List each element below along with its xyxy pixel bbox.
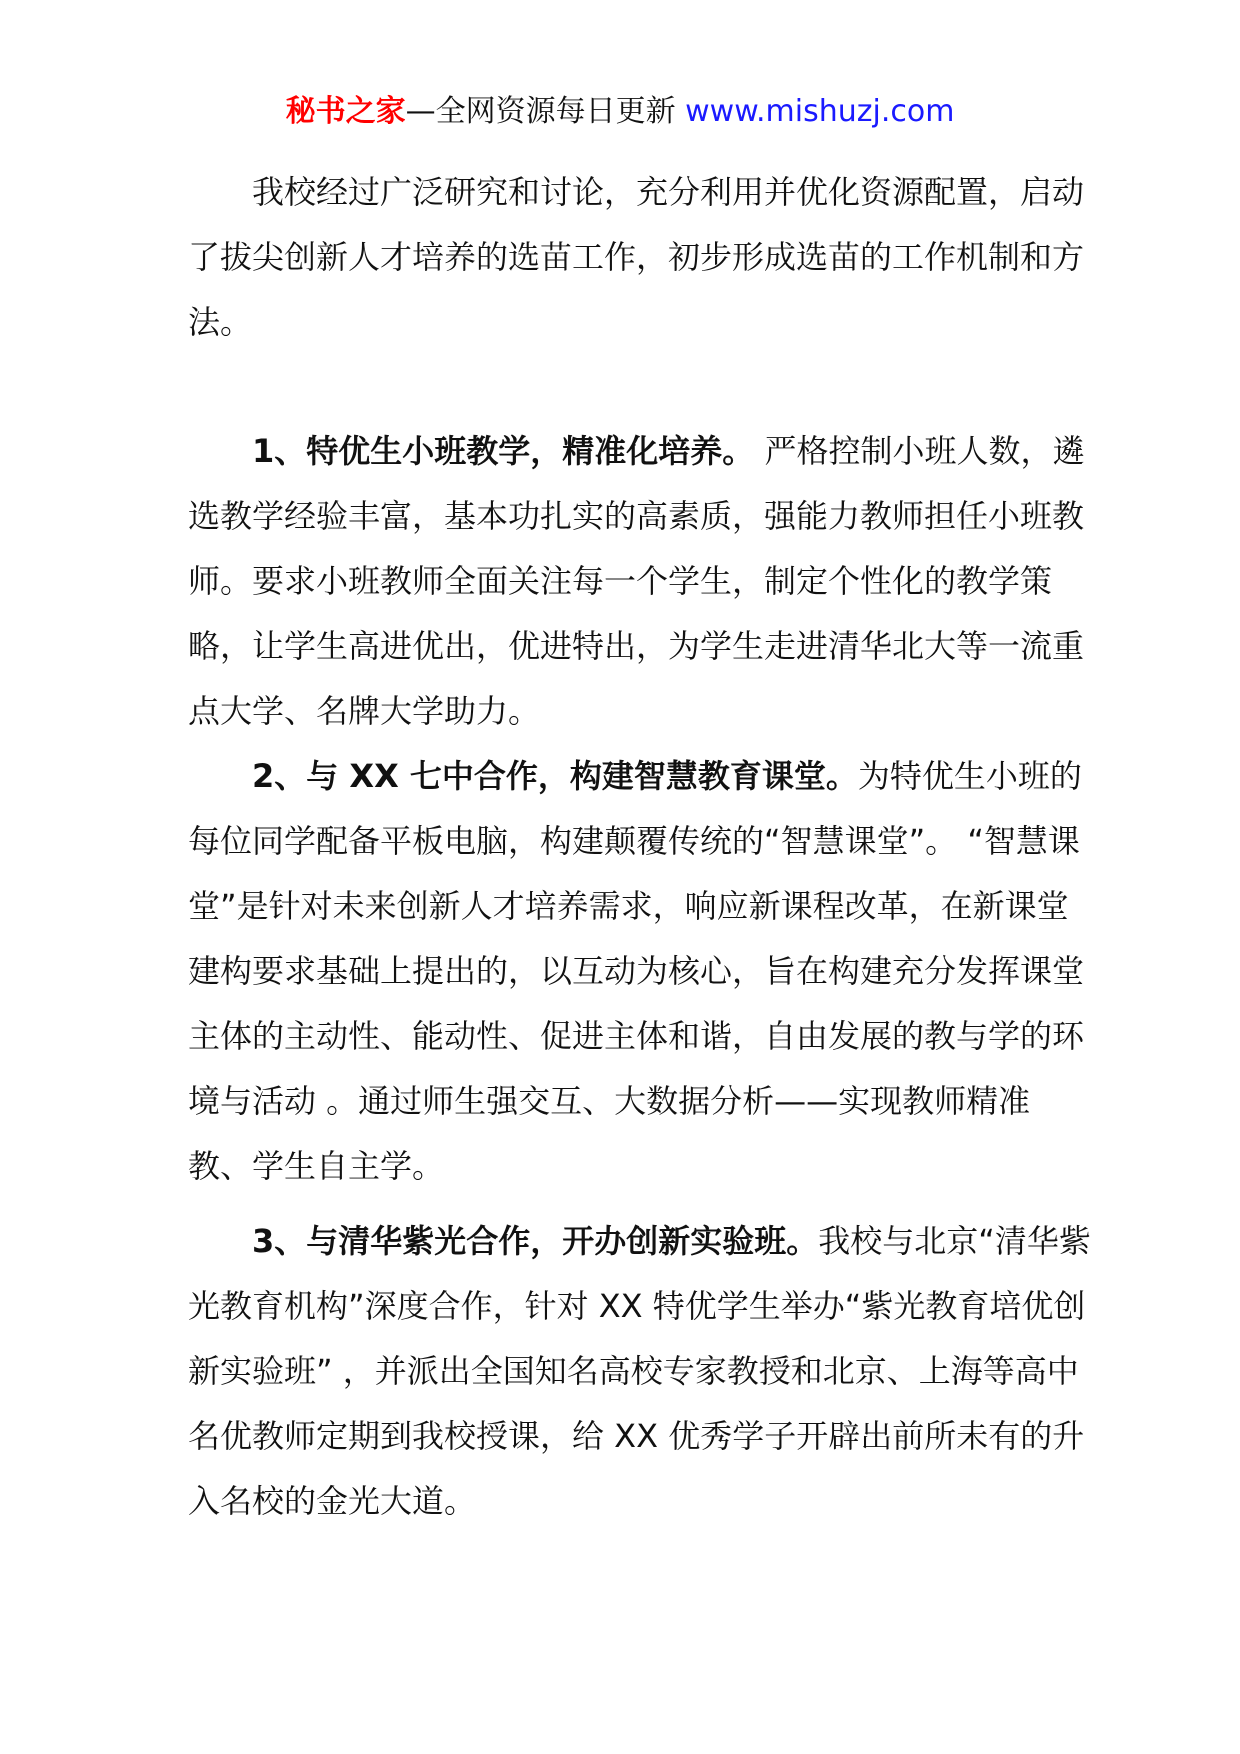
intro-paragraph: 我校经过广泛研究和讨论，充分利用并优化资源配置，启动了拔尖创新人才培养的选苗工作，初步形成选苗的工作机制和方法。 bbox=[188, 173, 1085, 341]
page-header bbox=[0, 92, 1240, 132]
section-heading-1: 1、特优生小班教学，精准化培养。 bbox=[252, 432, 755, 470]
section-text-3: 我校与北京“清华紫光教育机构”深度合作，针对 XX 特优学生举办“紫光教育培优创新实验班” ，并派出全国知名高校专家教授和北京、上海等高中名优教师定期到我校授课，给 XX 优秀学子开辟出前所未有的升入名校的金光大道。 bbox=[188, 1222, 1091, 1520]
section-heading-3: 3、与清华紫光合作，开办创新实验班。 bbox=[252, 1222, 819, 1260]
section-text-2: 为特优生小班的每位同学配备平板电脑，构建颠覆传统的“智慧课堂”。 “智慧课堂”是针对未来创新人才培养需求，响应新课程改革，在新课堂建构要求基础上提出的，以互动为核心，旨在构建充分发挥课堂主体的主动性、能动性、促进主体和谐，自由发展的教与学的环境与活动 。通过师生强交互、大数据分析——实现教师精准教、学生自主学。 bbox=[188, 757, 1085, 1185]
section-paragraph-3 bbox=[188, 1209, 1093, 1534]
document-body bbox=[188, 160, 1093, 1534]
section-paragraph-1 bbox=[188, 419, 1093, 744]
site-name: 秘书之家 bbox=[285, 94, 406, 129]
site-url-link[interactable]: www.mishuzj.com bbox=[685, 94, 955, 129]
site-tagline: —全网资源每日更新 bbox=[405, 94, 676, 129]
section-heading-2: 2、与 XX 七中合作，构建智慧教育课堂。 bbox=[252, 757, 858, 795]
section-paragraph-2 bbox=[188, 744, 1093, 1199]
section-text-1: 严格控制小班人数，遴选教学经验丰富，基本功扎实的高素质，强能力教师担任小班教师。要求小班教师全面关注每一个学生，制定个性化的教学策略，让学生高进优出，优进特出，为学生走进清华北大等一流重点大学、名牌大学助力。 bbox=[188, 432, 1085, 730]
